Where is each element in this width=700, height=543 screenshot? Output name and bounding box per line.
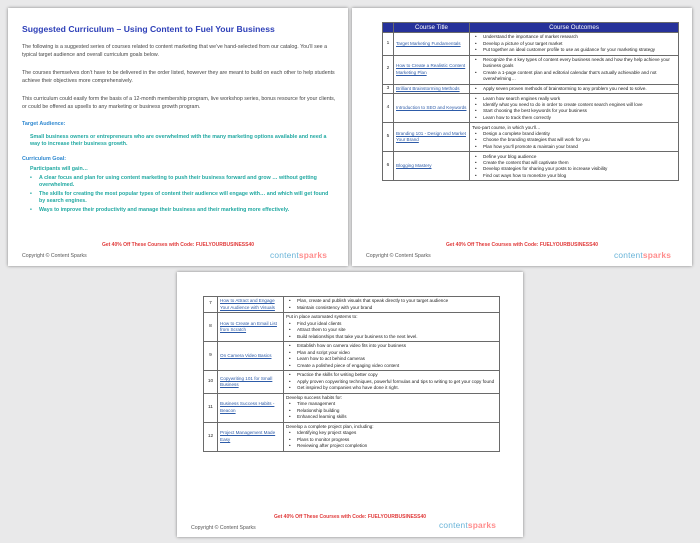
bullet-icon: • bbox=[475, 40, 477, 46]
table-row bbox=[383, 84, 679, 94]
course-title-link[interactable]: On Camera Video Basics bbox=[218, 342, 284, 371]
course-number: 1 bbox=[383, 33, 394, 56]
bullet-icon: • bbox=[289, 304, 291, 310]
outcomes-intro: Develop success habits for: bbox=[286, 394, 343, 400]
bullet-icon: • bbox=[475, 130, 477, 136]
table-row bbox=[204, 313, 500, 342]
intro-paragraph-2: The courses themselves don’t have to be delivered in the order listed, however they are meant to build on each other to help students achieve their objectives more comprehensively. bbox=[22, 70, 335, 84]
course-outcomes bbox=[284, 342, 500, 371]
document-page-1 bbox=[8, 8, 348, 266]
list-item: • Apply seven proven methods of brainstorming to any problem you need to solve. bbox=[475, 85, 647, 91]
list-item: • Maintain consistency with your brand bbox=[289, 304, 373, 310]
list-item: • Identify what you need to do in order to create content search engines will love bbox=[475, 101, 643, 107]
course-number: 2 bbox=[383, 55, 394, 84]
list-item: • Get inspired by companies who have done it right. bbox=[289, 385, 399, 391]
bullet-icon: • bbox=[289, 320, 291, 326]
bullet-icon: • bbox=[289, 298, 291, 304]
copyright-text: Copyright © Content Sparks bbox=[191, 525, 256, 531]
outcome-list bbox=[286, 430, 497, 449]
document-page-3 bbox=[177, 272, 523, 537]
bullet-icon: • bbox=[475, 143, 477, 149]
course-title-link[interactable]: Target Marketing Fundamentals bbox=[394, 33, 470, 56]
list-item: • Choose the branding strategies that will work for you bbox=[475, 137, 590, 143]
course-number: 5 bbox=[383, 123, 394, 152]
outcome-list bbox=[472, 96, 676, 122]
table-row bbox=[383, 123, 679, 152]
copyright-text: Copyright © Content Sparks bbox=[22, 253, 87, 259]
outcome-list bbox=[286, 401, 497, 420]
bullet-icon: • bbox=[30, 191, 32, 197]
course-outcomes bbox=[470, 123, 679, 152]
list-item: • A clear focus and plan for using content marketing to push their business forward and grow … without getting overwhelmed. bbox=[30, 175, 317, 189]
course-outcomes bbox=[470, 33, 679, 56]
table-row bbox=[204, 342, 500, 371]
list-item: • Plan, create and publish visuals that speak directly to your target audience bbox=[289, 298, 449, 304]
outcome-list bbox=[472, 154, 676, 180]
course-title-link[interactable]: Project Management Made Easy bbox=[218, 422, 284, 451]
target-audience-heading: Target Audience: bbox=[22, 121, 66, 127]
list-item: • Recognize the 4 key types of content every business needs and how they help achieve your business goals bbox=[475, 56, 670, 69]
bullet-icon: • bbox=[475, 95, 477, 101]
document-page-2 bbox=[352, 8, 692, 266]
bullet-icon: • bbox=[475, 172, 477, 178]
course-title-link[interactable]: Brilliant Brainstorming Methods bbox=[394, 84, 470, 94]
bullet-icon: • bbox=[289, 333, 291, 339]
bullet-icon: • bbox=[475, 137, 477, 143]
intro-paragraph-3: This curriculum could easily form the basis of a 12-month membership program, live workshop series, bonus resource for your clients, or could be offered as upsells to any marketing or business growth program. bbox=[22, 96, 336, 110]
curriculum-table-continued bbox=[203, 296, 500, 452]
list-item: • Learn how to act behind cameras bbox=[289, 356, 365, 362]
table-row bbox=[204, 422, 500, 451]
intro-paragraph-1: The following is a suggested series of courses related to content marketing that we’ve hand-selected from our catalog. You’ll see a typical target audience and overall curriculum goals below. bbox=[22, 44, 328, 58]
list-item: • Time management bbox=[289, 401, 336, 407]
bullet-icon: • bbox=[289, 385, 291, 391]
course-title-link[interactable]: Copywriting 101 for Small Business bbox=[218, 371, 284, 394]
outcome-list bbox=[472, 131, 676, 150]
course-title-link[interactable]: Business Success Habits - Beacon bbox=[218, 393, 284, 422]
outcome-list bbox=[286, 343, 497, 369]
course-number: 4 bbox=[383, 94, 394, 123]
course-title-link[interactable]: How to Create a Realistic Content Marketing Plan bbox=[394, 55, 470, 84]
bullet-icon: • bbox=[475, 101, 477, 107]
copyright-text: Copyright © Content Sparks bbox=[366, 253, 431, 259]
list-item: • Reviewing after project completion bbox=[289, 443, 368, 449]
outcome-list bbox=[472, 86, 676, 92]
list-item: • Plans to monitor progress bbox=[289, 436, 350, 442]
course-title-link[interactable]: Introduction to SEO and Keywords bbox=[394, 94, 470, 123]
course-number: 7 bbox=[204, 297, 218, 313]
course-outcomes bbox=[284, 313, 500, 342]
course-number: 10 bbox=[204, 371, 218, 394]
bullet-icon: • bbox=[475, 166, 477, 172]
bullet-icon: • bbox=[289, 401, 291, 407]
course-number: 6 bbox=[383, 152, 394, 181]
course-number: 8 bbox=[204, 313, 218, 342]
outcome-list bbox=[472, 57, 676, 83]
bullet-icon: • bbox=[289, 362, 291, 368]
bullet-icon: • bbox=[289, 349, 291, 355]
bullet-icon: • bbox=[289, 343, 291, 349]
bullet-icon: • bbox=[475, 69, 477, 75]
table-row bbox=[383, 152, 679, 181]
course-number: 9 bbox=[204, 342, 218, 371]
list-item: • Learn how to track them correctly bbox=[475, 114, 551, 120]
table-row bbox=[204, 297, 500, 313]
bullet-icon: • bbox=[289, 430, 291, 436]
bullet-icon: • bbox=[289, 436, 291, 442]
bullet-icon: • bbox=[289, 407, 291, 413]
list-item: • Plan and script your video bbox=[289, 349, 350, 355]
list-item: • Put together an ideal customer profile to use as guidance for your marketing strategy bbox=[475, 47, 656, 52]
course-outcomes bbox=[470, 55, 679, 84]
list-item: • The skills for creating the most popular types of content their audience will engage with… and which will get found by search engines. bbox=[30, 191, 329, 205]
table-header-course-outcomes: Course Outcomes bbox=[470, 23, 679, 33]
table-row bbox=[204, 371, 500, 394]
course-outcomes bbox=[470, 84, 679, 94]
promo-code-footer: Get 40% Off These Courses with Code: FUELYOURBUSINESS40 bbox=[273, 514, 427, 520]
bullet-icon: • bbox=[475, 47, 477, 52]
list-item: • Attract them to your site bbox=[289, 327, 346, 333]
list-item: • Relationship building bbox=[289, 407, 340, 413]
bullet-icon: • bbox=[475, 114, 477, 120]
bullet-icon: • bbox=[289, 414, 291, 420]
bullet-icon: • bbox=[475, 56, 477, 62]
list-item: • Create a 1-page content plan and editorial calendar that’s actually achievable and not overwhelming… bbox=[475, 69, 657, 81]
bullet-icon: • bbox=[475, 153, 477, 159]
curriculum-goal-intro: Participants will gain… bbox=[30, 166, 88, 172]
course-outcomes bbox=[284, 371, 500, 394]
outcome-list bbox=[286, 321, 497, 340]
list-item: • Build relationships that take your business to the next level. bbox=[289, 333, 418, 339]
list-item: • Create a polished piece of engaging video content bbox=[289, 362, 400, 368]
course-outcomes bbox=[284, 393, 500, 422]
outcomes-intro: Two-part course, in which you’ll… bbox=[472, 124, 541, 130]
target-audience-text: Small business owners or entrepreneurs who are overwhelmed with the many marketing options available and need a way to increase their business growth. bbox=[30, 134, 327, 148]
bullet-icon: • bbox=[289, 356, 291, 362]
bullet-icon: • bbox=[475, 85, 477, 91]
curriculum-table bbox=[382, 22, 679, 181]
bullet-icon: • bbox=[289, 372, 291, 378]
list-item: • Define your blog audience bbox=[475, 153, 537, 159]
bullet-icon: • bbox=[289, 327, 291, 333]
bullet-icon: • bbox=[30, 207, 32, 213]
list-item: • Learn how search engines really work bbox=[475, 95, 561, 101]
course-number: 11 bbox=[204, 393, 218, 422]
page-title: Suggested Curriculum – Using Content to Fuel Your Business bbox=[22, 24, 275, 34]
list-item: • Develop strategies for sharing your posts to increase visibility bbox=[475, 166, 608, 172]
list-item: • Practice the skills for writing better copy bbox=[289, 372, 378, 378]
course-title-link[interactable]: Branding 101 - Design and Market Your Brand bbox=[394, 123, 470, 152]
outcome-list bbox=[286, 372, 497, 391]
list-item: • Start choosing the best keywords for your business bbox=[475, 108, 587, 114]
course-outcomes bbox=[470, 152, 679, 181]
course-outcomes bbox=[284, 297, 500, 313]
list-item: • Identifying key project stages bbox=[289, 430, 357, 436]
list-item: • Enhanced learning skills bbox=[289, 414, 347, 420]
table-row bbox=[383, 33, 679, 56]
list-item: • Establish how on camera video fits into your business bbox=[289, 343, 407, 349]
curriculum-goal-heading: Curriculum Goal: bbox=[22, 156, 67, 162]
outcome-list bbox=[472, 34, 676, 53]
content-sparks-logo: contentsparks bbox=[614, 250, 672, 260]
table-row bbox=[204, 393, 500, 422]
content-sparks-logo: contentsparks bbox=[270, 250, 328, 260]
bullet-icon: • bbox=[30, 175, 32, 181]
outcomes-intro: Develop a complete project plan, including: bbox=[286, 423, 374, 429]
promo-code-footer: Get 40% Off These Courses with Code: FUELYOURBUSINESS40 bbox=[445, 242, 599, 248]
bullet-icon: • bbox=[475, 34, 477, 40]
course-title-link[interactable]: How to Attract and Engage Your Audience with Visuals bbox=[218, 297, 284, 313]
outcome-list bbox=[286, 298, 497, 311]
course-number: 12 bbox=[204, 422, 218, 451]
list-item: • Find your ideal clients bbox=[289, 320, 342, 326]
content-sparks-logo: contentsparks bbox=[439, 520, 497, 530]
curriculum-goal-list bbox=[30, 175, 330, 216]
course-title-link[interactable]: Blogging Mastery bbox=[394, 152, 470, 181]
list-item: • Apply proven copywriting techniques, powerful formulas and tips to writing to get your copy found bbox=[289, 378, 495, 384]
list-item: • Understand the importance of market research bbox=[475, 34, 578, 40]
list-item: • Ways to improve their productivity and manage their business and their marketing more effectively. bbox=[30, 207, 290, 213]
promo-code-footer: Get 40% Off These Courses with Code: FUELYOURBUSINESS40 bbox=[101, 242, 255, 248]
outcomes-intro: Put in place automated systems to: bbox=[286, 314, 358, 320]
bullet-icon: • bbox=[475, 108, 477, 114]
list-item: • Design a complete brand identity bbox=[475, 130, 550, 136]
bullet-icon: • bbox=[289, 378, 291, 384]
table-row bbox=[383, 94, 679, 123]
course-outcomes bbox=[470, 94, 679, 123]
list-item: • Create the content that will captivate them bbox=[475, 159, 569, 165]
course-number: 3 bbox=[383, 84, 394, 94]
bullet-icon: • bbox=[475, 159, 477, 165]
list-item: • Develop a picture of your target market bbox=[475, 40, 563, 46]
list-item: • Find out ways how to monetize your blog bbox=[475, 172, 567, 178]
course-outcomes bbox=[284, 422, 500, 451]
table-row bbox=[383, 55, 679, 84]
list-item: • Plan how you’ll promote & maintain your brand bbox=[475, 143, 578, 149]
course-title-link[interactable]: How to Create an Email List from Scratch bbox=[218, 313, 284, 342]
table-header-number bbox=[383, 23, 394, 33]
bullet-icon: • bbox=[289, 443, 291, 449]
table-header-course-title: Course Title bbox=[394, 23, 470, 33]
